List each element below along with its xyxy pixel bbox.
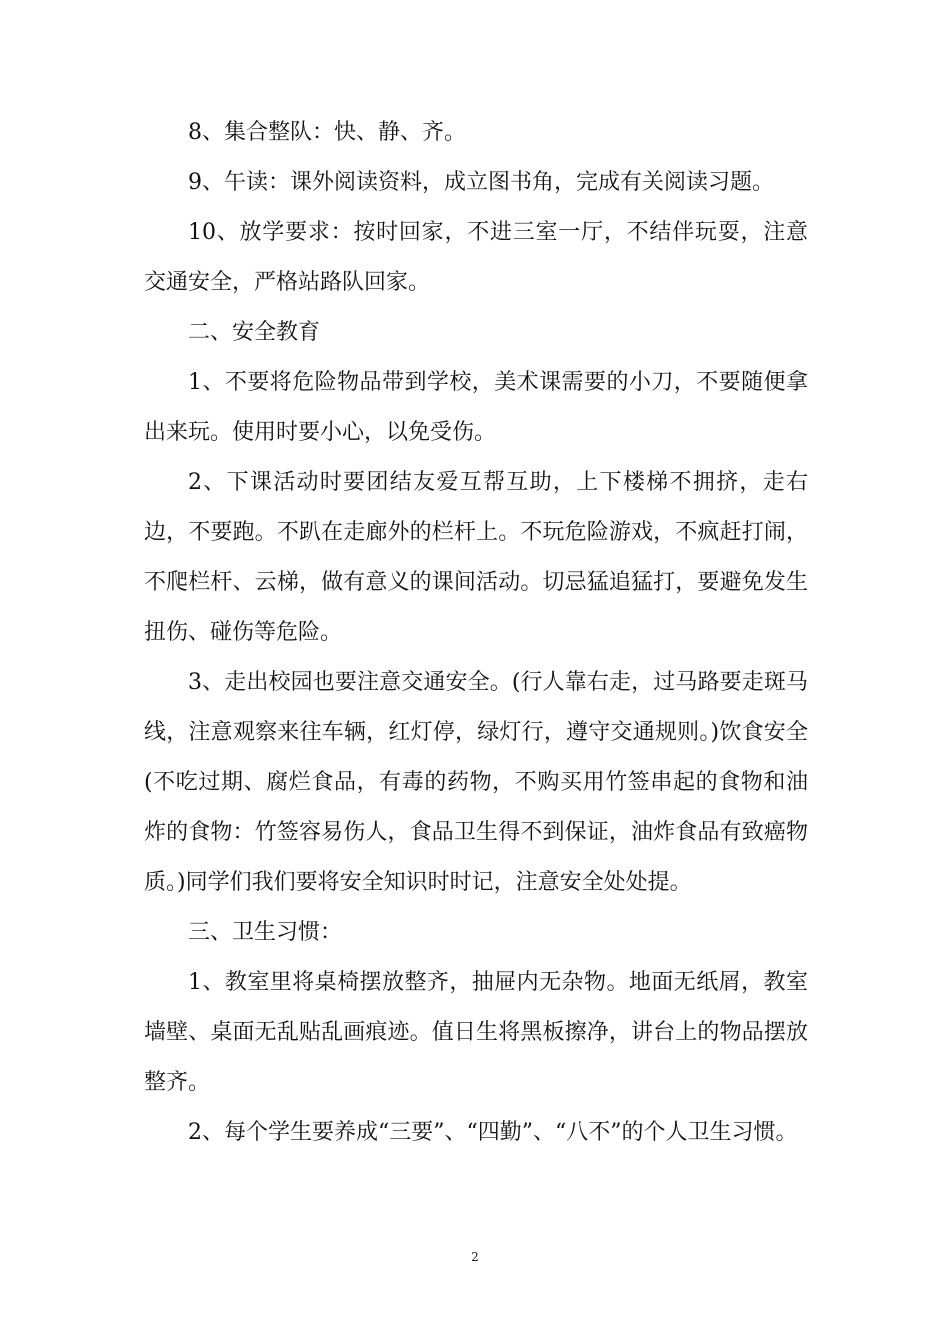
paragraph-hygiene-1: 1、教室里将桌椅摆放整齐，抽屉内无杂物。地面无纸屑，教室墙壁、桌面无乱贴乱画痕迹。值日生将黑板擦净，讲台上的物品摆放整齐。 — [144, 970, 808, 1095]
paragraph-safety-3: 3、走出校园也要注意交通安全。(行人靠右走，过马路要走斑马线，注意观察来往车辆，红灯停，绿灯行，遵守交通规则。)饮食安全(不吃过期、腐烂食品，有毒的药物，不购买用竹签串起的食物和油炸的食物：竹签容易伤人，食品卫生得不到保证，油炸食品有致癌物质。)同学们我们要将安全知识时时记，注意安全处处提。 — [144, 670, 808, 895]
paragraph-item-9: 9、午读：课外阅读资料，成立图书角，完成有关阅读习题。 — [188, 170, 774, 195]
document-body — [144, 108, 808, 1158]
paragraph-hygiene-2: 2、每个学生要养成“三要”、“四勤”、“八不”的个人卫生习惯。 — [188, 1120, 798, 1145]
paragraph-item-10: 10、放学要求：按时回家，不进三室一厅，不结伴玩耍，注意交通安全，严格站路队回家。 — [144, 220, 808, 295]
paragraph-safety-2: 2、下课活动时要团结友爱互帮互助，上下楼梯不拥挤，走右边，不要跑。不趴在走廊外的栏杆上。不玩危险游戏，不疯赶打闹，不爬栏杆、云梯，做有意义的课间活动。切忌猛追猛打，要避免发生扭伤、碰伤等危险。 — [144, 470, 808, 645]
page-number: 2 — [471, 1250, 479, 1264]
section-heading-safety: 二、安全教育 — [188, 320, 321, 345]
paragraph-item-8: 8、集合整队：快、静、齐。 — [188, 120, 466, 145]
section-heading-hygiene: 三、卫生习惯： — [188, 920, 343, 945]
paragraph-safety-1: 1、不要将危险物品带到学校，美术课需要的小刀，不要随便拿出来玩。使用时要小心，以免受伤。 — [144, 370, 808, 445]
